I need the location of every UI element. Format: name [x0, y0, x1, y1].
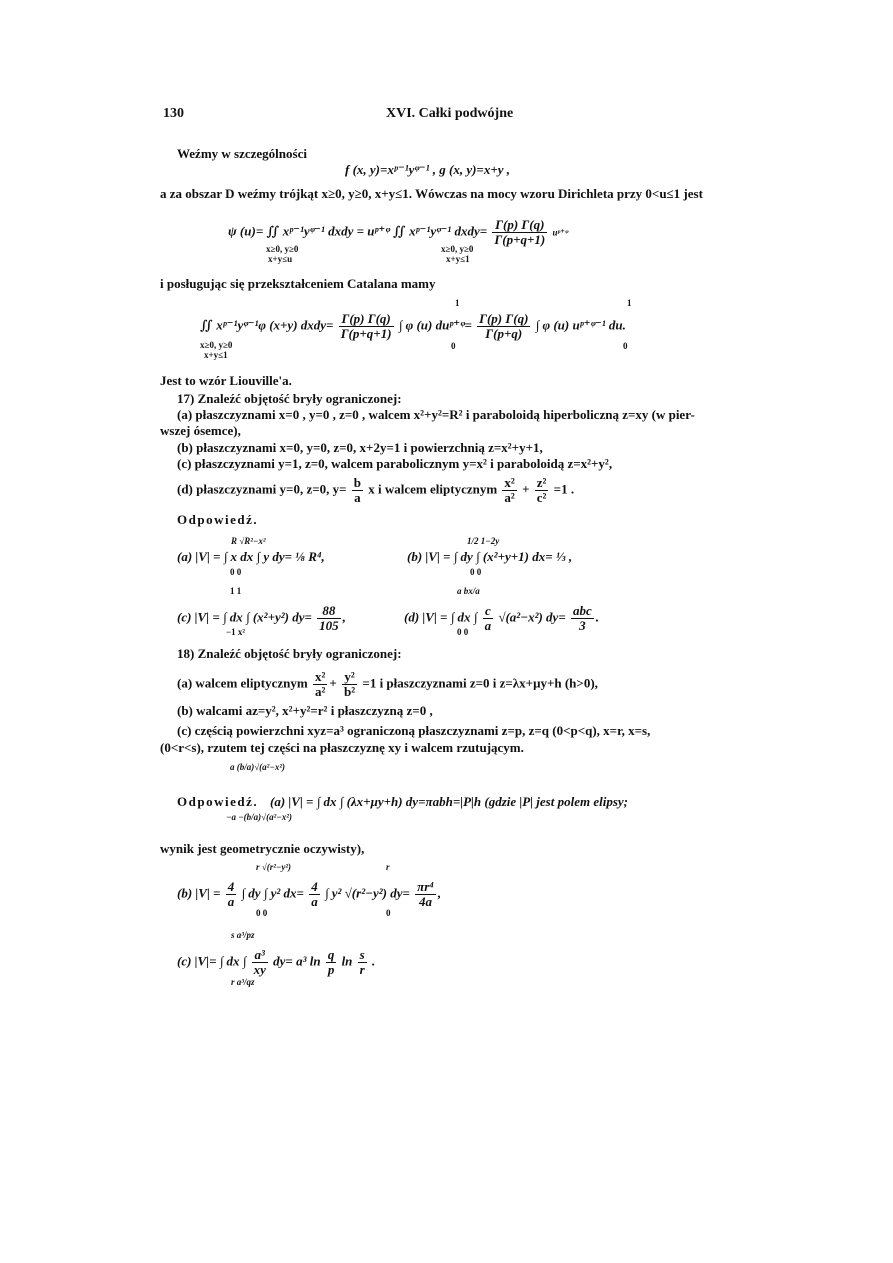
problem-18-c-line1: (c) częścią powierzchni xyz=a³ ograniczoną płaszczyznami z=p, z=q (0<p<q), x=r, x=s,: [177, 723, 651, 738]
answer-17-b-lower: 0 0: [470, 567, 482, 577]
catalan-formula: [200, 312, 626, 341]
answer-18-b-fraction-2: [309, 880, 320, 909]
answer-18-c-end: .: [371, 953, 376, 969]
answer-17-d-fraction: [483, 604, 494, 633]
answer-17-a-limits: R √R²−x²: [231, 536, 266, 546]
answer-18-c-fraction-s-denominator: r: [359, 962, 365, 977]
intro-line2: a za obszar D weźmy trójkąt x≥0, y≥0, x+y≤1. Wówczas na mocy wzoru Dirichleta przy 0<u≤1 jest: [160, 186, 703, 201]
answer-18-b-result: [415, 880, 436, 909]
problem-17-d-fraction-z-numerator: z²: [536, 475, 547, 490]
problem-17-d-fraction-z: [535, 476, 549, 505]
answer-17-c-limits-bottom: −1 x²: [226, 627, 246, 637]
answer-18-c-fraction-q: [326, 948, 337, 977]
answer-17-c-fraction: [317, 604, 341, 633]
page-number: 130: [163, 106, 184, 121]
answer-18-b: (b) |V| = $\frac{4}{a}$ ∫ dy ∫ y² dx= $\frac{4}{a}$ ∫ y² √(r²−y²) dy= $\frac{\text{πr⁴}}{4a}$ ,: [177, 879, 442, 909]
catalan-limit-bottom-1: 0: [451, 341, 456, 351]
answer-18-c-fraction-q-denominator: p: [327, 962, 335, 977]
liouville-line: Jest to wzór Liouville'a.: [160, 373, 292, 388]
catalan-fraction-1: [339, 312, 394, 341]
answer-18-b-result-denominator: 4a: [418, 894, 432, 909]
problem-18-a-fraction-y-denominator: b²: [344, 684, 356, 699]
answer-18-c-limits-top: s a³/pz: [231, 930, 255, 940]
intro-line3: i posługując się przekształceniem Catalana mamy: [160, 276, 436, 291]
problem-17-c: (c) płaszczyznami y=1, z=0, walcem parabolicznym y=x² i paraboloidą z=x²+y²,: [177, 456, 613, 471]
problem-17-d-fraction-x: [502, 476, 516, 505]
problem-17-d-fraction-x-numerator: x²: [504, 475, 515, 490]
psi-tail: uᵖ⁺ᵠ: [552, 227, 568, 238]
problem-18-a-fraction-x: [313, 670, 327, 699]
problem-18-b: (b) walcami az=y², x²+y²=r² i płaszczyzną z=0 ,: [177, 703, 433, 718]
psi-fraction: [492, 218, 547, 247]
answer-18-b-result-numerator: πr⁴: [417, 879, 434, 894]
answer-18-b-mid: ∫ dy ∫ y² dx=: [241, 885, 304, 901]
answer-17-d-fraction-denominator: a: [484, 618, 492, 633]
psi-fraction-numerator: Γ(p) Γ(q): [492, 218, 547, 233]
answer-18-c-fraction-s: [358, 948, 367, 977]
answer-17-a-lower: 0 0: [230, 567, 242, 577]
problem-17-d-pre: (d) płaszczyznami y=0, z=0, y=: [177, 481, 347, 497]
problem-18-c-line2: (0<r<s), rzutem tej części na płaszczyznę xy i walcem rzutującym.: [160, 740, 524, 755]
problem-18-a-fraction-x-numerator: x²: [314, 669, 326, 684]
catalan-limit-top-2: 1: [627, 298, 632, 308]
answer-17-c-fraction-numerator: 88: [317, 604, 341, 619]
catalan-fraction-2-numerator: Γ(p) Γ(q): [479, 311, 529, 326]
answer-17-c: (c) |V| = ∫ dx ∫ (x²+y²) dy= $\frac{88}{105}$ ,: [177, 603, 346, 633]
problem-18-a-fraction-x-denominator: a²: [314, 684, 326, 699]
answer-18-c-fraction-s-numerator: s: [359, 947, 365, 962]
problem-17-answer-label: Odpowiedź.: [177, 512, 259, 527]
functions-definition: f (x, y)=xᵖ⁻¹yᵠ⁻¹ , g (x, y)=x+y ,: [345, 162, 511, 177]
problem-18-a-fraction-y-numerator: y²: [342, 670, 357, 685]
catalan-fraction-1-denominator: Γ(p+q+1): [340, 326, 392, 341]
answer-17-d-tail: √(a²−x²) dy=: [498, 609, 566, 625]
problem-18-a-end: =1 i płaszczyznami z=0 i z=λx+μy+h (h>0),: [362, 675, 598, 691]
answer-18-a-limits-top: a (b/a)√(a²−x²): [230, 762, 286, 772]
problem-17-d-end: =1 .: [553, 481, 575, 497]
problem-18-a-fraction-y: [342, 670, 357, 699]
answer-18-b-fraction: [226, 880, 237, 909]
answer-18-c-fraction: [252, 948, 268, 977]
answer-17-d-result-denominator: 3: [579, 618, 586, 633]
answer-17-d-body: (d) |V| = ∫ dx ∫: [404, 609, 478, 625]
answer-18-a-limits-bottom: −a −(b/a)√(a²−x²): [226, 812, 292, 822]
running-title: XVI. Całki podwójne: [386, 106, 514, 121]
answer-18-c-pre: (c) |V|= ∫ dx ∫: [177, 953, 247, 969]
problem-18-title: 18) Znaleźć objętość bryły ograniczonej:: [177, 646, 402, 661]
answer-17-c-body: (c) |V| = ∫ dx ∫ (x²+y²) dy=: [177, 609, 312, 625]
answer-18-c-fraction-numerator: a³: [252, 948, 268, 963]
catalan-lhs: ∬ xᵖ⁻¹yᵠ⁻¹φ (x+y) dxdy=: [200, 317, 334, 333]
catalan-rhs: ∫ φ (u) uᵖ⁺ᵠ⁻¹ du.: [535, 317, 626, 333]
problem-17-a-line2: wszej ósemce),: [160, 423, 241, 438]
answer-17-d-limits-top: a bx/a: [457, 586, 480, 596]
answer-17-c-fraction-denominator: 105: [319, 618, 339, 633]
problem-17-d-fraction-z-denominator: c²: [536, 490, 547, 505]
answer-18-a-continuation: wynik jest geometrycznie oczywisty),: [160, 841, 365, 856]
answer-17-b: (b) |V| = ∫ dy ∫ (x²+y+1) dx= ⅓ ,: [407, 549, 573, 564]
psi-region1-a: x≥0, y≥0: [266, 244, 299, 254]
psi-region2-b: x+y≤1: [446, 254, 470, 264]
answer-18-c-mid: dy= a³ ln: [273, 953, 321, 969]
problem-17-d-fraction-x-denominator: a²: [504, 490, 515, 505]
answer-17-a: (a) |V| = ∫ x dx ∫ y dy= ⅛ R⁴,: [177, 549, 325, 564]
problem-17-title: 17) Znaleźć objętość bryły ograniczonej:: [177, 391, 402, 406]
catalan-limit-bottom-2: 0: [623, 341, 628, 351]
answer-18-b-fraction-denominator: a: [227, 894, 235, 909]
answer-18-b-fraction-numerator: 4: [227, 879, 235, 894]
problem-17-d-plus: +: [522, 481, 530, 497]
answer-17-c-limits-top: 1 1: [230, 586, 242, 596]
answer-18-b-pre: (b) |V| =: [177, 885, 221, 901]
answer-18-b-limits2-top: r: [386, 862, 390, 872]
catalan-limit-top-1: 1: [455, 298, 460, 308]
catalan-fraction-2-denominator: Γ(p+q): [485, 326, 523, 341]
answer-17-d-result: [571, 604, 594, 633]
problem-17-d-fraction: [352, 476, 363, 505]
catalan-fraction-1-numerator: Γ(p) Γ(q): [339, 312, 394, 327]
problem-17-a-line1: (a) płaszczyznami x=0 , y=0 , z=0 , walcem x²+y²=R² i paraboloidą hiperboliczną z=xy (w pier-: [177, 407, 695, 422]
problem-17-d-mid: x i walcem eliptycznym: [368, 481, 498, 497]
catalan-mid: ∫ φ (u) duᵖ⁺ᵠ=: [398, 317, 472, 333]
answer-18-b-fraction-2-denominator: a: [311, 894, 318, 909]
problem-18-a-pre: (a) walcem eliptycznym: [177, 675, 308, 691]
problem-17-d: [177, 476, 574, 505]
psi-region1-b: x+y≤u: [268, 254, 293, 264]
answer-18-a: (a) |V| = ∫ dx ∫ (λx+μy+h) dy=πabh=|P|h (gdzie |P| jest polem elipsy;: [270, 794, 629, 809]
answer-17-d-result-numerator: abc: [573, 603, 592, 618]
answer-18-b-fraction-2-numerator: 4: [311, 879, 318, 894]
answer-18-c-limits-bottom: r a³/qz: [231, 977, 255, 987]
answer-17-d-limits-bottom: 0 0: [457, 627, 469, 637]
catalan-fraction-2: [477, 312, 530, 341]
problem-17-d-fraction-denominator: a: [354, 490, 361, 505]
psi-fraction-denominator: Γ(p+q+1): [494, 232, 546, 247]
catalan-region-a: x≥0, y≥0: [200, 340, 233, 350]
answer-18-c-fraction-denominator: xy: [253, 962, 266, 977]
answer-18-c-fraction-q-numerator: q: [327, 947, 335, 962]
answer-18-b-limits2-bottom: 0: [386, 908, 391, 918]
answer-18-c: [177, 948, 375, 977]
answer-18-b-limits-bottom: 0 0: [256, 908, 268, 918]
problem-18-answer-label: Odpowiedź.: [177, 794, 259, 809]
answer-17-d-fraction-numerator: c: [483, 604, 494, 619]
intro-line1: Weźmy w szczególności: [177, 146, 307, 161]
answer-18-c-ln2: ln: [341, 953, 353, 969]
psi-region2-a: x≥0, y≥0: [441, 244, 474, 254]
psi-formula-body: ψ (u)= ∬ xᵖ⁻¹yᵠ⁻¹ dxdy = uᵖ⁺ᵠ ∬ xᵖ⁻¹yᵠ⁻¹ dxdy=: [228, 223, 488, 239]
problem-17-d-fraction-numerator: b: [353, 475, 362, 490]
catalan-region-b: x+y≤1: [204, 350, 228, 360]
answer-17-b-limits: 1/2 1−2y: [467, 536, 500, 546]
answer-18-b-mid2: ∫ y² √(r²−y²) dy=: [324, 885, 410, 901]
problem-18-a: (a) walcem eliptycznym $\frac{\text{x²}}{\text{a²}}$ + $\frac{\text{y²}}{\text{b²}}$ =1 i płaszczyznami z=0 i z=λx+μy+h (h>0),: [177, 669, 598, 699]
answer-17-d: (d) |V| = ∫ dx ∫ $\frac{c}{a}$ √(a²−x²) dy= $\frac{\text{abc}}{3}$ .: [404, 603, 600, 633]
problem-17-b: (b) płaszczyznami x=0, y=0, z=0, x+2y=1 i powierzchnią z=x²+y+1,: [177, 440, 543, 455]
answer-18-b-limits-top: r √(r²−y²): [256, 862, 292, 872]
psi-formula: [228, 218, 568, 247]
